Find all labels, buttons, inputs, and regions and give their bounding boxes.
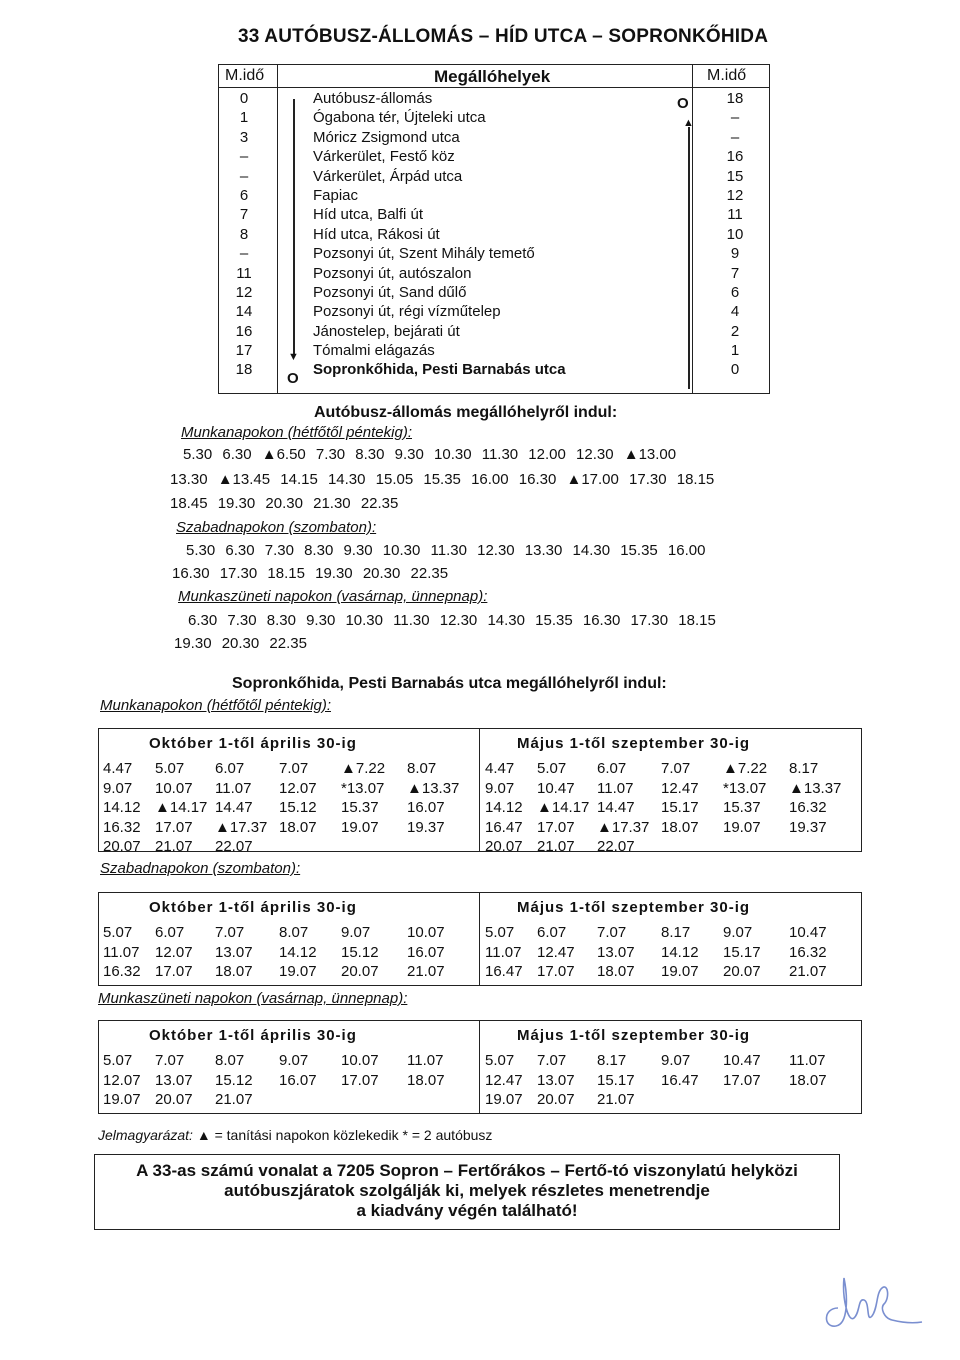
stop-name-row: [313, 264, 669, 283]
departure-time: 7.07: [537, 1052, 567, 1069]
times-row: [103, 923, 459, 943]
departure-time: 9.07: [485, 779, 515, 797]
departure-time: 11.07: [597, 779, 634, 797]
departure-time: 16.32: [789, 943, 827, 961]
notice-line: a kiadvány végén található!: [356, 1201, 578, 1220]
terminus-circle-icon: O: [287, 370, 299, 387]
times-line: 19.30 20.30 22.35: [174, 635, 307, 652]
holiday-label: Munkaszüneti napokon (vasárnap, ünnepnap):: [98, 990, 408, 1007]
stop-minutes-right: 12: [726, 186, 744, 204]
departure-time: ▲13.37: [789, 779, 842, 797]
workdays-label: Munkanapokon (hétfőtől péntekig):: [100, 697, 331, 714]
times-row: [103, 1090, 459, 1110]
departure-time: 20.07: [341, 963, 379, 981]
departure-time: 13.07: [215, 943, 253, 961]
times-row: [103, 779, 459, 799]
departure-time: 18.07: [597, 963, 635, 981]
departure-time: 8.17: [789, 760, 819, 777]
stop-minutes-left: 16: [235, 322, 253, 340]
departure-time: 21.07: [155, 838, 193, 856]
departure-time: 20.07: [155, 1091, 193, 1109]
stop-name: Pozsonyi út, régi vízműtelep: [313, 303, 501, 321]
workdays-timetable: [98, 728, 862, 856]
stop-name: Várkerület, Árpád utca: [313, 167, 463, 185]
departure-time: 16.07: [279, 1071, 317, 1089]
departure-time: 18.07: [789, 1071, 827, 1089]
departure-time: *13.07: [723, 779, 767, 797]
departure-time: 16.07: [407, 799, 445, 817]
departure-time: 13.07: [537, 1071, 575, 1089]
departure-time: 14.12: [661, 943, 699, 961]
handwritten-signature: [818, 1268, 928, 1338]
departure-time: 6.07: [215, 760, 245, 777]
stop-minutes-left: 18: [235, 361, 253, 379]
period-divider: [479, 893, 480, 985]
stop-name-row: [313, 341, 669, 360]
stop-minutes-right: 1: [730, 342, 740, 360]
stop-name-row: [313, 322, 669, 341]
departure-time: 15.12: [341, 943, 379, 961]
departure-time: 12.47: [661, 779, 699, 797]
times-row: [485, 779, 841, 799]
stop-minutes-right: 10: [726, 225, 744, 243]
stop-minutes-right: 9: [730, 245, 740, 263]
departure-time: 19.07: [341, 818, 379, 836]
departure-time: ▲14.17: [155, 799, 208, 817]
times-row: [103, 798, 459, 818]
stop-name: Móricz Zsigmond utca: [313, 128, 460, 146]
departure-time: 20.07: [537, 1091, 575, 1109]
departure-time: 10.47: [537, 779, 575, 797]
departure-time: 16.07: [407, 943, 445, 961]
times-line: 13.30 ▲13.45 14.15 14.30 15.05 15.35 16.00 16.30 ▲17.00 17.30 18.15: [170, 471, 715, 488]
notice-line: autóbuszjáratok szolgálják ki, melyek részletes menetrendje: [224, 1181, 710, 1200]
departure-time: 22.07: [215, 838, 253, 856]
stop-names-column: [313, 89, 669, 380]
saturday-timetable: [98, 892, 862, 986]
stop-name: Pozsonyi út, autószalon: [313, 264, 472, 282]
departure-time: 15.17: [597, 1071, 635, 1089]
stop-minutes-left: –: [239, 167, 249, 185]
departure-time: 16.47: [661, 1071, 699, 1089]
departure-time: ▲17.37: [215, 818, 268, 836]
departure-time: 7.07: [279, 760, 309, 777]
departure-time: 11.07: [407, 1052, 444, 1069]
stop-name-row: [313, 360, 669, 379]
departure-time: 13.07: [597, 943, 635, 961]
stop-name-row: [313, 244, 669, 263]
times-grid-right: [485, 759, 841, 857]
departure-time: ▲13.37: [407, 779, 460, 797]
departure-time: 4.47: [103, 760, 133, 777]
departure-time: 9.07: [103, 779, 133, 797]
period-left-label: Október 1-től április 30-ig: [149, 1027, 357, 1044]
departure-time: 19.37: [789, 818, 827, 836]
departure-time: 20.07: [723, 963, 761, 981]
departure-time: 9.07: [341, 924, 371, 941]
stop-name: Tómalmi elágazás: [313, 342, 435, 360]
times-row: [103, 962, 459, 982]
column-divider: [692, 65, 693, 393]
stop-name-row: [313, 186, 669, 205]
times-row: [485, 1090, 841, 1110]
departure-time: 22.07: [597, 838, 635, 856]
departure-time: 17.07: [155, 818, 193, 836]
times-row: [485, 943, 841, 963]
departure-time: 9.07: [723, 924, 753, 941]
departure-time: 6.07: [155, 924, 185, 941]
departure-time: 15.12: [279, 799, 317, 817]
departure-time: 12.47: [485, 1071, 523, 1089]
stop-minutes-left: 0: [239, 90, 249, 107]
departure-time: *13.07: [341, 779, 385, 797]
departure-time: 13.07: [155, 1071, 193, 1089]
stop-name: Ógabona tér, Újteleki utca: [313, 109, 486, 127]
arrow-up-icon: ▲: [683, 117, 694, 129]
departure-time: 8.17: [661, 924, 691, 941]
stop-name: Autóbusz-állomás: [313, 90, 433, 107]
departure-time: 7.07: [661, 760, 691, 777]
terminus-circle-icon: O: [677, 95, 689, 112]
departure-time: 11.07: [789, 1052, 826, 1069]
stop-name: Sopronkőhida, Pesti Barnabás utca: [313, 361, 566, 379]
period-divider: [479, 1021, 480, 1113]
stop-minutes-right: 2: [730, 322, 740, 340]
times-row: [103, 759, 459, 779]
stop-minutes-right: 16: [726, 148, 744, 166]
legend-label: Jelmagyarázat:: [98, 1127, 193, 1143]
times-row: [103, 818, 459, 838]
departure-time: 17.07: [155, 963, 193, 981]
departure-time: 9.07: [279, 1052, 309, 1069]
stop-minutes-right: 6: [730, 283, 740, 301]
departure-time: 8.07: [279, 924, 309, 941]
departure-time: 9.07: [661, 1052, 691, 1069]
stop-minutes-left: 11: [236, 264, 252, 282]
departure-time: 7.07: [215, 924, 245, 941]
departure-time: 17.07: [341, 1071, 379, 1089]
stop-minutes-right: –: [730, 128, 740, 146]
times-row: [103, 1051, 459, 1071]
arrow-down-icon: ▼: [288, 351, 299, 363]
stops-table: [218, 64, 770, 394]
departure-time: 18.07: [215, 963, 253, 981]
departure-time: 11.07: [103, 943, 140, 961]
departure-time: 5.07: [537, 760, 567, 777]
departure-time: 10.07: [341, 1052, 379, 1069]
departure-time: ▲7.22: [723, 760, 768, 777]
departure-time: 20.07: [485, 838, 523, 856]
header-stops: Megállóhelyek: [434, 67, 551, 86]
stop-minutes-left: –: [239, 148, 249, 166]
departure-time: 4.47: [485, 760, 515, 777]
departure-time: 15.37: [723, 799, 761, 817]
departure-time: 5.07: [103, 924, 133, 941]
departure-time: 18.07: [661, 818, 699, 836]
times-grid-right: [485, 923, 841, 982]
times-line: 5.30 6.30 ▲6.50 7.30 8.30 9.30 10.30 11.30 12.00 12.30 ▲13.00: [183, 446, 677, 463]
departure-time: ▲7.22: [341, 760, 386, 777]
departure-time: 16.47: [485, 818, 523, 836]
minutes-right-column: [699, 89, 771, 380]
column-divider: [277, 65, 278, 393]
stop-name: Híd utca, Balfi út: [313, 206, 424, 224]
times-row: [485, 759, 841, 779]
departure-time: 20.07: [103, 838, 141, 856]
stop-minutes-left: –: [239, 245, 249, 263]
stop-minutes-right: –: [730, 109, 740, 127]
departure-time: 19.07: [661, 963, 699, 981]
stop-name-row: [313, 283, 669, 302]
departure-time: 8.07: [215, 1052, 245, 1069]
header-divider: [219, 87, 769, 88]
saturday-label: Szabadnapokon (szombaton):: [100, 860, 301, 877]
times-row: [103, 943, 459, 963]
times-row: [485, 818, 841, 838]
departure-time: 21.07: [215, 1091, 253, 1109]
times-grid-right: [485, 1051, 841, 1110]
stop-name-row: [313, 89, 669, 108]
departure-time: 5.07: [103, 1052, 133, 1069]
departure-time: 19.07: [279, 963, 317, 981]
direction-line-up: [688, 127, 690, 389]
departure-time: 12.07: [279, 779, 317, 797]
period-left-label: Október 1-től április 30-ig: [149, 899, 357, 916]
times-row: [485, 837, 841, 857]
departure-time: 21.07: [597, 1091, 635, 1109]
stop-name-row: [313, 205, 669, 224]
stop-name-row: [313, 302, 669, 321]
departure-time: 18.07: [407, 1071, 445, 1089]
departure-time: 5.07: [155, 760, 185, 777]
departure-time: 21.07: [789, 963, 827, 981]
holiday-timetable: [98, 1020, 862, 1114]
departure-time: 19.07: [485, 1091, 523, 1109]
departure-time: 19.07: [103, 1091, 141, 1109]
stop-name: Jánostelep, bejárati út: [313, 322, 460, 340]
stop-minutes-right: 7: [730, 264, 740, 282]
departure-time: 10.07: [407, 924, 445, 941]
departure-time: 15.12: [215, 1071, 253, 1089]
departure-time: 16.32: [103, 963, 141, 981]
leader-dots: [313, 186, 669, 200]
stop-name-row: [313, 147, 669, 166]
stop-minutes-left: 3: [239, 128, 249, 146]
times-row: [485, 1051, 841, 1071]
legend: [98, 1127, 492, 1143]
stop-minutes-left: 17: [235, 342, 253, 360]
departure-time: 7.07: [597, 924, 627, 941]
direction-line-down: [293, 99, 295, 355]
departure-time: 5.07: [485, 924, 515, 941]
stop-minutes-left: 1: [239, 109, 249, 127]
header-minutes-left: M.idő: [225, 67, 265, 84]
departure-time: 8.07: [407, 760, 437, 777]
holiday-label: Munkaszüneti napokon (vasárnap, ünnepnap):: [178, 588, 488, 605]
times-line: 5.30 6.30 7.30 8.30 9.30 10.30 11.30 12.30 13.30 14.30 15.35 16.00: [186, 542, 706, 559]
departure-time: 14.12: [103, 799, 141, 817]
times-row: [485, 962, 841, 982]
departure-time: 5.07: [485, 1052, 515, 1069]
times-row: [103, 837, 459, 857]
times-grid-left: [103, 759, 459, 857]
departure-time: 14.47: [597, 799, 635, 817]
times-row: [485, 1071, 841, 1091]
departure-time: 10.47: [723, 1052, 761, 1069]
times-line: 6.30 7.30 8.30 9.30 10.30 11.30 12.30 14.30 15.35 16.30 17.30 18.15: [188, 612, 716, 629]
departure-time: 15.37: [341, 799, 379, 817]
departure-time: 14.12: [279, 943, 317, 961]
departure-time: 10.07: [155, 779, 193, 797]
departure-time: 21.07: [407, 963, 445, 981]
period-right-label: Május 1-től szeptember 30-ig: [517, 735, 751, 752]
departure-time: 8.17: [597, 1052, 627, 1069]
notice-box: [94, 1154, 840, 1230]
departure-time: 19.07: [723, 818, 761, 836]
departure-time: 19.37: [407, 818, 445, 836]
workdays-label: Munkanapokon (hétfőtől péntekig):: [181, 424, 412, 441]
legend-text: ▲ = tanítási napokon közlekedik * = 2 autóbusz: [196, 1127, 493, 1143]
period-right-label: Május 1-től szeptember 30-ig: [517, 899, 751, 916]
stop-name-row: [313, 167, 669, 186]
section-title-departure-station: Autóbusz-állomás megállóhelyről indul:: [314, 404, 618, 421]
period-left-label: Október 1-től április 30-ig: [149, 735, 357, 752]
times-row: [485, 923, 841, 943]
notice-line: A 33-as számú vonalat a 7205 Sopron – Fertőrákos – Fertő-tó viszonylatú helyközi: [136, 1161, 798, 1180]
stop-minutes-right: 11: [727, 206, 743, 224]
stop-name: Fapiac: [313, 186, 359, 204]
stop-minutes-left: 14: [235, 303, 253, 321]
departure-time: 6.07: [537, 924, 567, 941]
stop-name: Pozsonyi út, Sand dűlő: [313, 283, 467, 301]
stop-name: Pozsonyi út, Szent Mihály temető: [313, 245, 535, 263]
departure-time: 12.07: [103, 1071, 141, 1089]
times-grid-left: [103, 923, 459, 982]
stop-minutes-right: 15: [726, 167, 744, 185]
stop-minutes-right: 4: [730, 303, 740, 321]
departure-time: 14.12: [485, 799, 523, 817]
times-grid-left: [103, 1051, 459, 1110]
minutes-left-column: [219, 89, 269, 380]
departure-time: 15.17: [661, 799, 699, 817]
period-divider: [479, 729, 480, 851]
departure-time: ▲14.17: [537, 799, 590, 817]
section-title-departure-sopronkohida: Sopronkőhida, Pesti Barnabás utca megállóhelyről indul:: [232, 675, 667, 692]
departure-time: 11.07: [215, 779, 252, 797]
departure-time: 16.47: [485, 963, 523, 981]
stop-name-row: [313, 128, 669, 147]
stop-minutes-left: 7: [239, 206, 249, 224]
stop-minutes-left: 8: [239, 225, 249, 243]
departure-time: 18.07: [279, 818, 317, 836]
departure-time: 6.07: [597, 760, 627, 777]
times-row: [485, 798, 841, 818]
saturday-label: Szabadnapokon (szombaton):: [176, 519, 377, 536]
departure-time: 11.07: [485, 943, 522, 961]
times-row: [103, 1071, 459, 1091]
stop-name-row: [313, 225, 669, 244]
departure-time: 16.32: [789, 799, 827, 817]
departure-time: 7.07: [155, 1052, 185, 1069]
stop-name: Várkerület, Festő köz: [313, 148, 455, 166]
departure-time: 12.47: [537, 943, 575, 961]
times-line: 16.30 17.30 18.15 19.30 20.30 22.35: [172, 565, 449, 582]
departure-time: 21.07: [537, 838, 575, 856]
departure-time: 17.07: [537, 818, 575, 836]
stop-minutes-left: 6: [239, 186, 249, 204]
stop-name-row: [313, 108, 669, 127]
page-title: 33 AUTÓBUSZ-ÁLLOMÁS – HÍD UTCA – SOPRONKŐHIDA: [238, 26, 769, 47]
departure-time: 16.32: [103, 818, 141, 836]
stop-minutes-left: 12: [235, 283, 253, 301]
stop-minutes-right: 18: [726, 90, 744, 107]
departure-time: 10.47: [789, 924, 827, 941]
departure-time: 12.07: [155, 943, 193, 961]
departure-time: 15.17: [723, 943, 761, 961]
times-line: 18.45 19.30 20.30 21.30 22.35: [170, 495, 399, 512]
departure-time: ▲17.37: [597, 818, 650, 836]
departure-time: 17.07: [537, 963, 575, 981]
header-minutes-right: M.idő: [707, 67, 747, 84]
departure-time: 14.47: [215, 799, 253, 817]
departure-time: 17.07: [723, 1071, 761, 1089]
stop-minutes-right: 0: [730, 361, 740, 379]
stop-name: Híd utca, Rákosi út: [313, 225, 440, 243]
period-right-label: Május 1-től szeptember 30-ig: [517, 1027, 751, 1044]
